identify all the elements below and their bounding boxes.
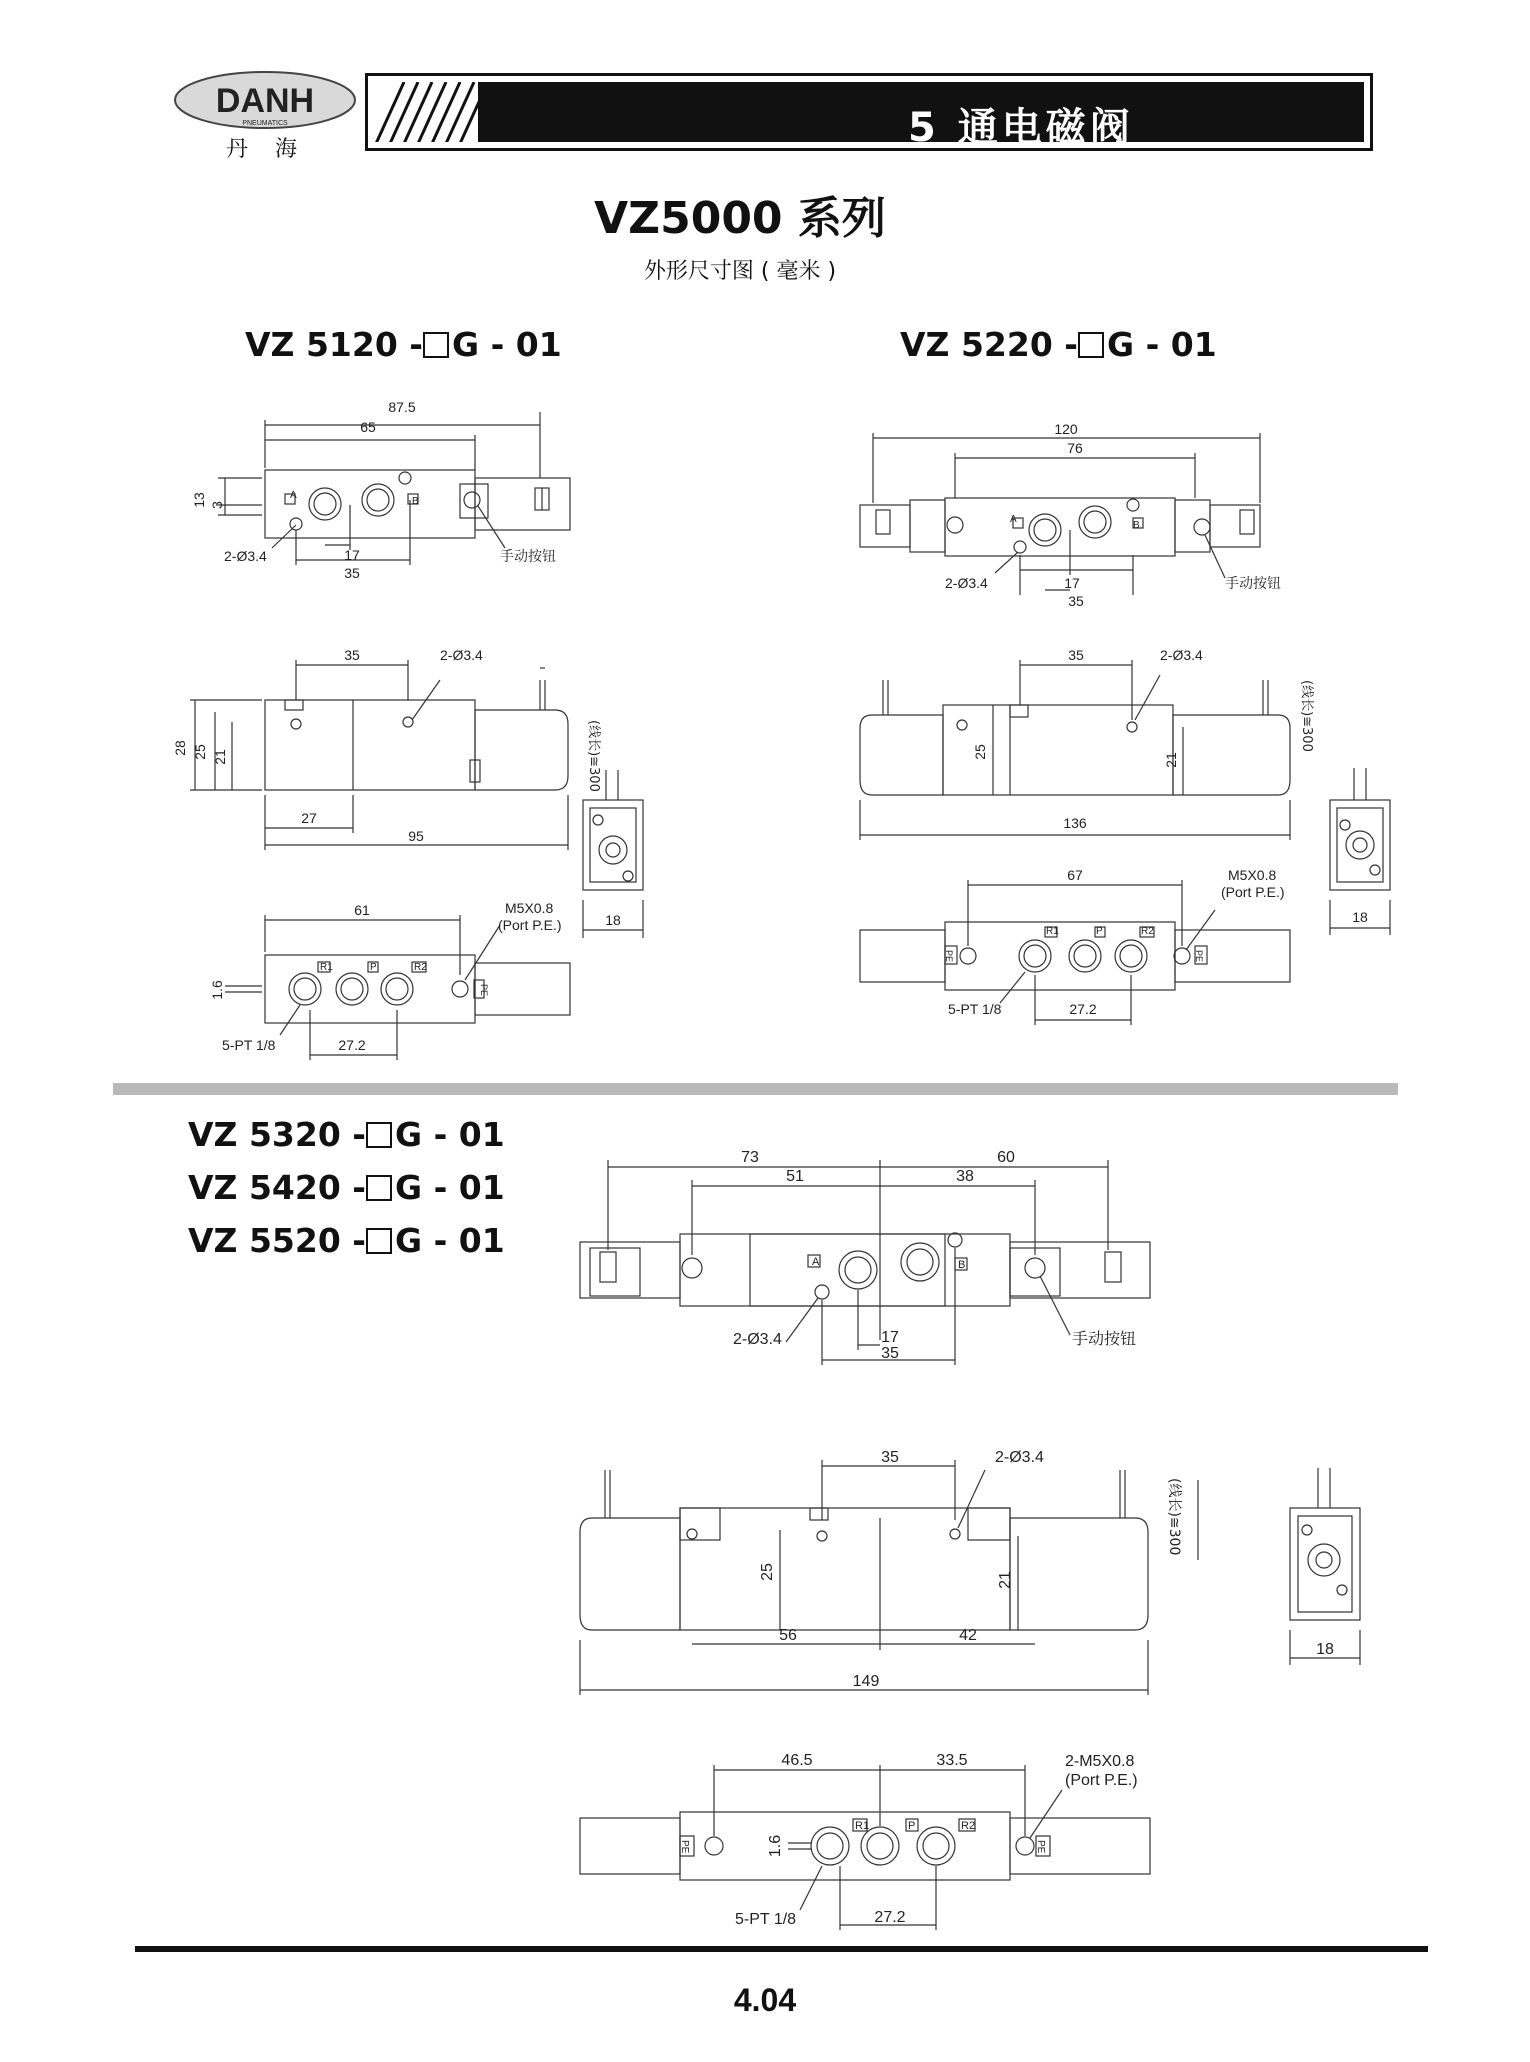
dim-27: 27 xyxy=(301,810,317,826)
vz5120-bottom-view xyxy=(225,915,570,1060)
port-b: B xyxy=(1133,520,1140,531)
model-code-text: G - 01 xyxy=(395,1221,505,1260)
vz5120-front-view xyxy=(190,660,568,850)
pipe-label: 5-PT 1/8 xyxy=(222,1037,276,1053)
vz5220-front-view xyxy=(860,660,1290,840)
footer-rule xyxy=(135,1946,1428,1952)
brand-wordmark: DANH xyxy=(215,82,315,120)
port-p: P xyxy=(1096,926,1103,937)
port-pe: PE xyxy=(1194,950,1204,963)
wire-length-label: (线长)≅300 xyxy=(1166,1478,1182,1556)
dim-33-5: 33.5 xyxy=(936,1752,968,1769)
hole-label: 2-Ø3.4 xyxy=(440,647,483,663)
vz5220-top-view xyxy=(860,433,1260,595)
dim-136: 136 xyxy=(1063,815,1087,831)
vz5120-top-view xyxy=(218,412,570,565)
dim-67: 67 xyxy=(1067,867,1083,883)
dim-73: 73 xyxy=(741,1149,759,1166)
port-p: P xyxy=(908,1820,916,1832)
vz5320-bottom-view xyxy=(580,1765,1150,1930)
port-a: A xyxy=(1010,514,1017,525)
port-pe-note: (Port P.E.) xyxy=(1221,884,1285,900)
dim-25: 25 xyxy=(192,744,208,760)
model-code-text: VZ 5120 - xyxy=(245,325,423,364)
pipe-label: 5-PT 1/8 xyxy=(948,1001,1002,1017)
dim-51: 51 xyxy=(786,1168,804,1185)
port-pe: PE xyxy=(944,950,954,963)
dim-60: 60 xyxy=(997,1149,1015,1166)
hole-label: 2-Ø3.4 xyxy=(733,1331,782,1348)
dim-17: 17 xyxy=(881,1329,899,1346)
vz5320-front-view xyxy=(580,1460,1198,1695)
dim-1-6: 1.6 xyxy=(767,1834,784,1858)
section-divider xyxy=(113,1083,1398,1095)
port-r1: R1 xyxy=(855,1820,870,1832)
dim-35: 35 xyxy=(1068,593,1084,609)
dim-27-2: 27.2 xyxy=(1069,1001,1097,1017)
dim-25: 25 xyxy=(759,1563,776,1581)
dim-17: 17 xyxy=(1064,575,1080,591)
dim-149: 149 xyxy=(852,1673,880,1690)
model-code-text: G - 01 xyxy=(452,325,562,364)
dim-61: 61 xyxy=(354,902,370,918)
port-p: P xyxy=(370,962,377,973)
dim-76: 76 xyxy=(1067,440,1083,456)
page-number: 4.04 xyxy=(733,1982,797,2018)
model-code-text: VZ 5420 - xyxy=(188,1168,366,1207)
port-r2: R2 xyxy=(1141,926,1154,937)
wire-length-label: (线长)≅300 xyxy=(1299,680,1314,752)
dim-38: 38 xyxy=(956,1168,974,1185)
dim-65: 65 xyxy=(360,419,376,435)
vz5320-top-view xyxy=(580,1160,1150,1365)
dim-3: 3 xyxy=(209,501,225,509)
dim-42: 42 xyxy=(959,1627,977,1644)
model-code-text: VZ 5320 - xyxy=(188,1115,366,1154)
dim-21: 21 xyxy=(212,749,228,765)
manual-button-label: 手动按钮 xyxy=(500,549,556,565)
pipe-label: 5-PT 1/8 xyxy=(735,1911,797,1928)
port-r2: R2 xyxy=(414,962,427,973)
section-title: 5 通电磁阀 xyxy=(908,105,1134,151)
hole-label: 2-Ø3.4 xyxy=(995,1449,1044,1466)
port-r2: R2 xyxy=(961,1820,976,1832)
m5-2-label: 2-M5X0.8 xyxy=(1065,1753,1135,1770)
port-pe-note: (Port P.E.) xyxy=(1065,1772,1138,1789)
dim-35: 35 xyxy=(881,1345,899,1362)
manual-button-label: 手动按钮 xyxy=(1072,1329,1137,1348)
manual-button-label: 手动按钮 xyxy=(1225,576,1281,592)
hole-label: 2-Ø3.4 xyxy=(945,575,988,591)
port-pe: PE xyxy=(479,984,489,997)
wire-length-label: (线长)≅300 xyxy=(586,720,601,792)
model-code-text: VZ 5520 - xyxy=(188,1221,366,1260)
port-a: A xyxy=(812,1256,820,1268)
dim-95: 95 xyxy=(408,828,424,844)
dim-18: 18 xyxy=(1352,909,1368,925)
dim-1-6: 1.6 xyxy=(209,980,225,1000)
dim-56: 56 xyxy=(779,1627,797,1644)
dim-35: 35 xyxy=(344,565,360,581)
port-b: B xyxy=(412,496,419,507)
model-code-text: G - 01 xyxy=(1107,325,1217,364)
m5-label: M5X0.8 xyxy=(1228,867,1277,883)
dim-27-2: 27.2 xyxy=(338,1037,366,1053)
port-pe: PE xyxy=(1035,1840,1046,1854)
dim-35: 35 xyxy=(881,1449,899,1466)
port-r1: R1 xyxy=(1046,926,1059,937)
port-pe-note: (Port P.E.) xyxy=(498,917,562,933)
page-title: VZ5000 系列 xyxy=(594,193,886,244)
brand-sub: PNEUMATICS xyxy=(242,120,288,127)
dim-18: 18 xyxy=(605,912,621,928)
port-b: B xyxy=(958,1259,966,1271)
dim-46-5: 46.5 xyxy=(781,1752,813,1769)
port-a: A xyxy=(290,490,297,501)
dim-35: 35 xyxy=(1068,647,1084,663)
dim-17: 17 xyxy=(344,547,360,563)
port-pe: PE xyxy=(679,1840,690,1854)
dim-25: 25 xyxy=(972,744,988,760)
dim-27-2: 27.2 xyxy=(874,1909,906,1926)
dim-120: 120 xyxy=(1054,421,1078,437)
dim-35: 35 xyxy=(344,647,360,663)
dim-21: 21 xyxy=(1163,752,1179,768)
model-code-text: VZ 5220 - xyxy=(900,325,1078,364)
dim-13: 13 xyxy=(191,492,207,508)
port-r1: R1 xyxy=(320,962,333,973)
hole-label: 2-Ø3.4 xyxy=(1160,647,1203,663)
dim-18: 18 xyxy=(1316,1641,1334,1658)
dim-28: 28 xyxy=(172,740,188,756)
hole-label: 2-Ø3.4 xyxy=(224,548,267,564)
vz5320-side-view xyxy=(1290,1468,1360,1665)
dim-87-5: 87.5 xyxy=(388,399,416,415)
m5-label: M5X0.8 xyxy=(505,900,554,916)
model-code-text: G - 01 xyxy=(395,1115,505,1154)
brand-chinese: 丹 海 xyxy=(226,137,307,162)
model-code-text: G - 01 xyxy=(395,1168,505,1207)
page-subtitle: 外形尺寸图 ( 毫米 ) xyxy=(643,259,837,284)
dim-21: 21 xyxy=(997,1571,1014,1589)
